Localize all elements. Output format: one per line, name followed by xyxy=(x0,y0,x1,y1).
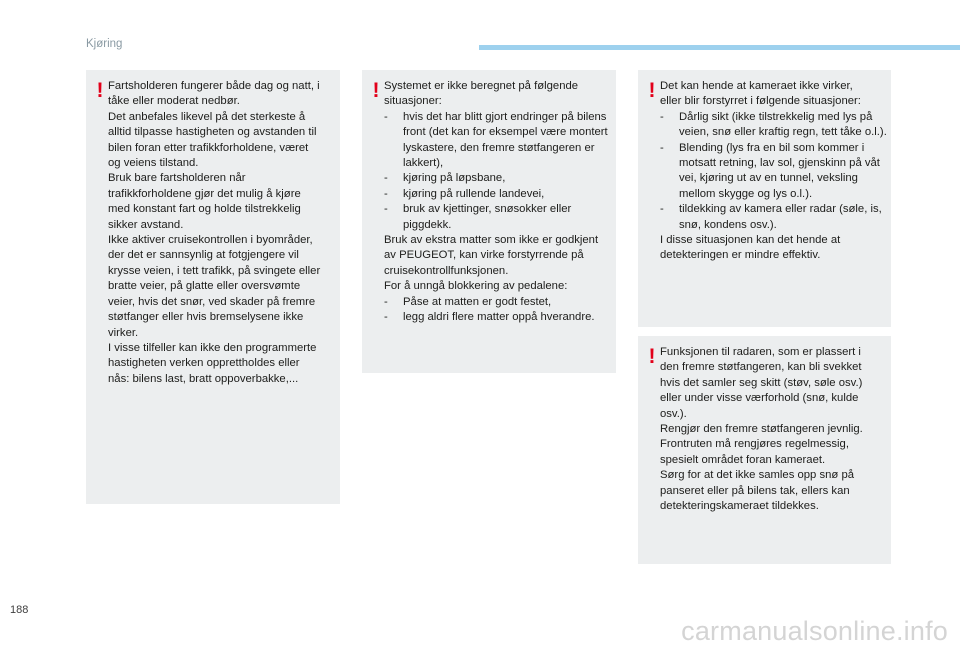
warning-exclamation-icon: ! xyxy=(648,79,656,102)
bullet-text: Dårlig sikt (ikke tilstrekkelig med lys på veien, snø eller kraftig regn, tett tåke o.l.). xyxy=(679,110,887,139)
text-line: detekteringen er mindre effektiv. xyxy=(660,249,821,262)
text-line: trafikkforholdene gjør det mulig å kjøre xyxy=(108,187,301,200)
text-line: I visse tilfeller kan ikke den programmerte xyxy=(108,341,317,354)
page-number: 188 xyxy=(10,604,29,616)
bullet-item xyxy=(660,110,887,141)
warning-text xyxy=(384,79,612,326)
bullet-dash: - xyxy=(384,187,388,200)
text-line: eller under visse værforhold (snø, kulde xyxy=(660,392,859,405)
bullet-item xyxy=(384,202,612,233)
bullet-item xyxy=(384,295,612,310)
text-line: situasjoner: xyxy=(384,95,442,108)
text-line: Det kan hende at kameraet ikke virker, xyxy=(660,80,853,92)
bullet-text: Blending (lys fra en bil som kommer i motsatt retning, lav sol, gjenskinn på våt vei, kjøring ut av en tunnel, veksling mellom skygge og lys o.l.). xyxy=(679,141,880,200)
warning-exclamation-icon: ! xyxy=(96,79,104,102)
bullet-dash: - xyxy=(384,311,388,324)
text-line: cruisekontrollfunksjonen. xyxy=(384,264,509,277)
warning-text xyxy=(660,345,887,514)
bullet-dash: - xyxy=(384,110,388,123)
text-line: og veiens tilstand. xyxy=(108,157,199,170)
section-header-bar xyxy=(479,45,960,50)
text-line: virker. xyxy=(108,326,139,339)
text-line: Bruk bare fartsholderen når xyxy=(108,172,246,185)
bullet-text: bruk av kjettinger, snøsokker eller piggdekk. xyxy=(403,203,572,231)
bullet-item xyxy=(384,171,612,186)
bullet-text: hvis det har blitt gjort endringer på bilens front (det kan for eksempel være montert lyskastere, den fremre støtfangeren er lakkert), xyxy=(403,110,608,170)
text-line: krysse veien, i tett trafikk, på svingete eller xyxy=(108,264,321,277)
text-line: alltid tilpasse hastigheten og avstanden til xyxy=(108,126,317,139)
text-line: Bruk av ekstra matter som ikke er godkjent xyxy=(384,234,599,247)
bullet-item xyxy=(384,187,612,202)
text-line: detekteringskameraet tildekkes. xyxy=(660,500,819,513)
text-line: eller blir forstyrret i følgende situasjoner: xyxy=(660,95,861,108)
text-line: Frontruten må rengjøres regelmessig, xyxy=(660,438,849,451)
bullet-text: kjøring på løpsbane, xyxy=(403,172,506,185)
text-line: I disse situasjonen kan det hende at xyxy=(660,234,841,247)
warning-text xyxy=(108,79,336,387)
text-line: støtfanger eller hvis bremselysene ikke xyxy=(108,311,304,324)
bullet-dash: - xyxy=(660,203,664,216)
bullet-item xyxy=(660,141,887,203)
watermark: carmanualsonline.info xyxy=(681,616,948,646)
text-line: For å unngå blokkering av pedalene: xyxy=(384,280,568,293)
text-line: nås: bilens last, bratt oppoverbakke,... xyxy=(108,372,299,385)
warning-exclamation-icon: ! xyxy=(372,79,380,102)
bullet-dash: - xyxy=(384,172,388,185)
text-line: bratte veier, på glatte eller oversvømte xyxy=(108,280,301,293)
text-line: tåke eller moderat nedbør. xyxy=(108,95,240,108)
text-line: hastigheten verken opprettholdes eller xyxy=(108,357,300,370)
section-title: Kjøring xyxy=(86,38,123,50)
text-line: Fartsholderen fungerer både dag og natt, i xyxy=(108,80,320,92)
bullet-item xyxy=(660,202,887,233)
text-line: der det er sannsynlig at fotgjengere vil xyxy=(108,249,299,262)
text-line: Sørg for at det ikke samles opp snø på xyxy=(660,469,855,482)
text-line: Systemet er ikke beregnet på følgende xyxy=(384,80,579,92)
warning-box-system-limits xyxy=(362,70,616,373)
text-line: Det anbefales likevel på det sterkeste å xyxy=(108,110,306,123)
text-line: spesielt området foran kameraet. xyxy=(660,453,826,466)
text-line: Ikke aktiver cruisekontrollen i byområder, xyxy=(108,234,313,247)
text-line: veier, hvis det snør, ved skader på fremre xyxy=(108,295,316,308)
bullet-dash: - xyxy=(384,295,388,308)
text-line: hvis det samler seg skitt (støv, søle osv.) xyxy=(660,376,863,389)
bullet-dash: - xyxy=(660,141,664,154)
bullet-item xyxy=(384,110,612,172)
warning-box-radar-maintenance xyxy=(638,336,891,564)
warning-box-cruise-control xyxy=(86,70,340,504)
text-line: med konstant fart og holde tilstrekkelig xyxy=(108,203,301,216)
warning-exclamation-icon: ! xyxy=(648,345,656,368)
text-line: av PEUGEOT, kan virke forstyrrende på xyxy=(384,249,584,262)
bullet-dash: - xyxy=(384,203,388,216)
warning-text xyxy=(660,79,887,264)
text-line: osv.). xyxy=(660,407,687,420)
text-line: den fremre støtfangeren, kan bli svekket xyxy=(660,361,862,374)
bullet-dash: - xyxy=(660,110,664,123)
bullet-text: tildekking av kamera eller radar (søle, is, snø, kondens osv.). xyxy=(679,203,882,231)
text-line: panseret eller på bilens tak, ellers kan xyxy=(660,484,850,497)
bullet-text: Påse at matten er godt festet, xyxy=(403,295,552,308)
bullet-text: kjøring på rullende landevei, xyxy=(403,187,545,200)
warning-box-camera-limits xyxy=(638,70,891,327)
bullet-text: legg aldri flere matter oppå hverandre. xyxy=(403,311,595,324)
text-line: Rengjør den fremre støtfangeren jevnlig. xyxy=(660,423,863,436)
text-line: Funksjonen til radaren, som er plassert i xyxy=(660,346,861,358)
bullet-item xyxy=(384,310,612,325)
text-line: bilen foran etter trafikkforholdene, været xyxy=(108,141,309,154)
text-line: sikker avstand. xyxy=(108,218,184,231)
